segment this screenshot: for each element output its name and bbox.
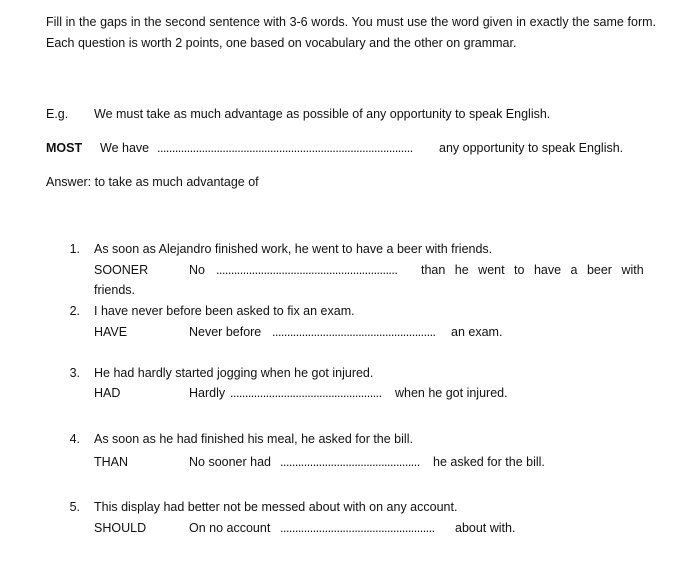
question-sentence: As soon as he had finished his meal, he asked for the bill. bbox=[94, 432, 413, 446]
question-keyword: HAD bbox=[94, 386, 121, 400]
question-gap[interactable]: ............................................................. bbox=[216, 263, 398, 277]
question-gap[interactable]: .................................................... bbox=[280, 521, 435, 535]
example-answer: Answer: to take as much advantage of bbox=[46, 175, 259, 189]
question-prompt-end: about with. bbox=[455, 521, 516, 535]
question-keyword: SHOULD bbox=[94, 521, 147, 535]
question-prompt-end bbox=[421, 263, 647, 277]
example-prompt-start: We have bbox=[100, 141, 150, 155]
question-prompt-start: No sooner had bbox=[189, 455, 272, 469]
question-gap[interactable]: ................................................... bbox=[230, 386, 382, 400]
question-number: 1. bbox=[69, 242, 80, 256]
question-gap[interactable]: ............................................... bbox=[280, 455, 420, 469]
question-number: 5. bbox=[69, 500, 80, 514]
question-number: 4. bbox=[69, 432, 80, 446]
question-prompt-start: Never before bbox=[189, 325, 262, 339]
question-sentence: As soon as Alejandro finished work, he went to have a beer with friends. bbox=[94, 242, 493, 256]
example-keyword: MOST bbox=[46, 141, 83, 155]
question-number: 3. bbox=[69, 366, 80, 380]
question-prompt-end: when he got injured. bbox=[395, 386, 508, 400]
question-prompt-start: No bbox=[189, 263, 205, 277]
example-sentence: We must take as much advantage as possible of any opportunity to speak English. bbox=[94, 107, 551, 121]
question-prompt-start: Hardly bbox=[189, 386, 226, 400]
question-continuation: friends. bbox=[94, 283, 135, 297]
question-keyword: HAVE bbox=[94, 325, 128, 339]
question-gap[interactable]: ....................................................... bbox=[272, 325, 436, 339]
question-sentence: This display had better not be messed about with on any account. bbox=[94, 500, 458, 514]
question-prompt-start: On no account bbox=[189, 521, 271, 535]
instructions-paragraph: Fill in the gaps in the second sentence with 3-6 words. You must use the word given in exactly the same form. Each question is worth 2 points, one based on vocabulary and the other on grammar. bbox=[46, 15, 656, 50]
question-keyword: SOONER bbox=[94, 263, 149, 277]
example-label: E.g. bbox=[46, 107, 69, 121]
example-gap: ...................................................................................... bbox=[157, 141, 413, 155]
question-number: 2. bbox=[69, 304, 80, 318]
question-prompt-end: he asked for the bill. bbox=[433, 455, 545, 469]
question-sentence: He had hardly started jogging when he got injured. bbox=[94, 366, 374, 380]
example-prompt-end: any opportunity to speak English. bbox=[439, 141, 624, 155]
question-prompt-end: an exam. bbox=[451, 325, 503, 339]
question-prompt-end-text: than he went to have a beer with bbox=[421, 263, 644, 277]
question-keyword: THAN bbox=[94, 455, 129, 469]
question-sentence: I have never before been asked to fix an exam. bbox=[94, 304, 355, 318]
